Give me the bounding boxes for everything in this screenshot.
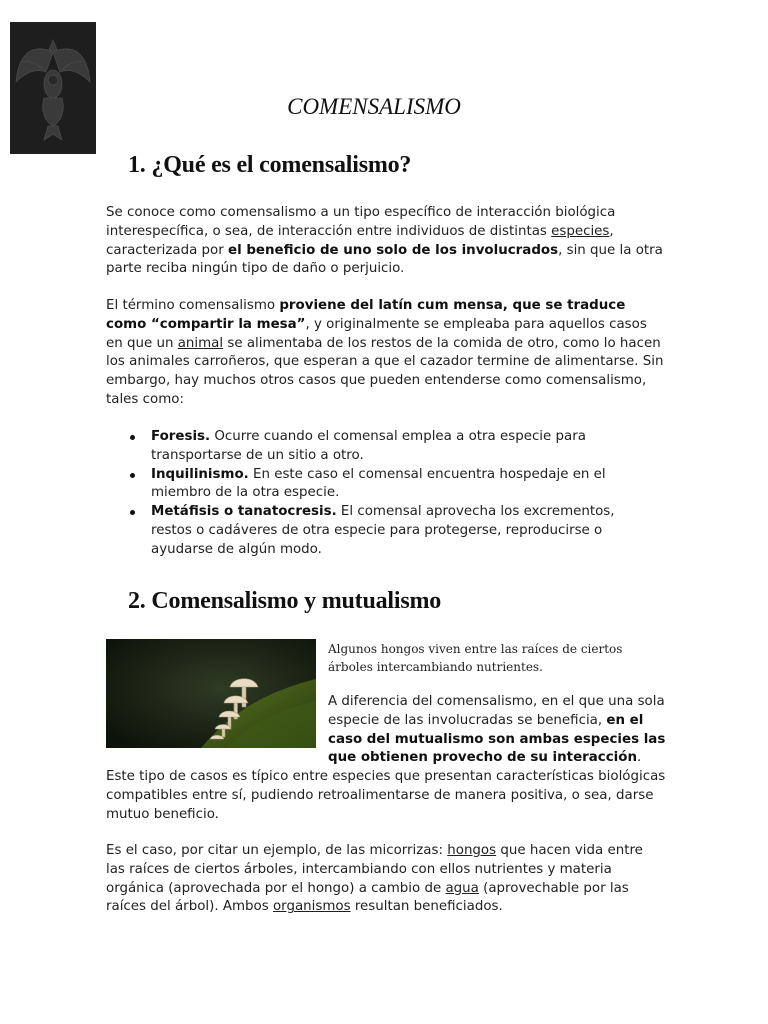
bold-text: proviene del latín cum mensa, que se traduce como “compartir la mesa” bbox=[106, 298, 626, 332]
text: El término comensalismo bbox=[106, 298, 280, 313]
section-2-heading: 2. Comensalismo y mutualismo bbox=[128, 588, 442, 614]
section-2-paragraph-1 bbox=[106, 693, 666, 825]
text: que hacen vida entre las raíces de ciertos árboles, intercambiando con ellos nutrientes y materia orgánica (aprovechada por el hongo) a cambio de bbox=[106, 843, 643, 896]
text: Se conoce como comensalismo a un tipo específico de interacción biológica interespecífica, o sea, de interacción entre individuos de distintas bbox=[106, 205, 616, 239]
list-text: Ocurre cuando el comensal emplea a otra especie para transportarse de un sitio a otro. bbox=[151, 429, 586, 463]
text: , y originalmente se empleaba para aquellos casos en que un bbox=[106, 316, 647, 351]
page-title: COMENSALISMO bbox=[287, 94, 461, 119]
animal-link[interactable]: animal bbox=[177, 335, 224, 351]
image-spacer bbox=[106, 693, 328, 768]
bullet-icon bbox=[130, 435, 135, 440]
organismos-link[interactable]: organismos bbox=[272, 899, 351, 915]
list-text: En este caso el comensal encuentra hospedaje en el miembro de la otra especie. bbox=[151, 466, 606, 501]
bold-text: el beneficio de uno solo de los involucrados bbox=[228, 242, 559, 258]
section-1-heading: 1. ¿Qué es el comensalismo? bbox=[128, 152, 412, 178]
dark-eagle-crest-icon bbox=[10, 22, 96, 154]
text: (aprovechable por las raíces del árbol). Ambos bbox=[106, 880, 629, 915]
list-item bbox=[128, 503, 648, 559]
bullet-icon bbox=[130, 473, 135, 478]
text: se alimentaba de los restos de la comida de otro, como lo hacen los animales carroñeros, que esperan a que el cazador termine de alimentarse. Sin embargo, hay muchos otros casos que pueden entenderse como comensalismo, tales como: bbox=[106, 335, 664, 407]
especies-link[interactable]: especies bbox=[551, 223, 610, 239]
text: . Este tipo de casos es típico entre especies que presentan características biológicas compatibles entre sí, pudiendo retroalimentarse de manera positiva, o sea, darse mutuo beneficio. bbox=[106, 750, 666, 822]
bullet-icon bbox=[130, 510, 135, 515]
agua-link[interactable]: agua bbox=[445, 880, 479, 896]
list-item bbox=[128, 428, 648, 466]
list-item bbox=[128, 466, 648, 504]
text: A diferencia del comensalismo, en el que una sola especie de las involucradas se beneficia, bbox=[328, 694, 665, 728]
image-caption: Algunos hongos viven entre las raíces de ciertos árboles intercambiando nutrientes. bbox=[328, 642, 623, 674]
list-text: El comensal aprovecha los excrementos, restos o cadáveres de otra especie para protegerse, reproducirse o ayudarse de algún modo. bbox=[151, 504, 615, 557]
text: Es el caso, por citar un ejemplo, de las micorrizas: bbox=[106, 843, 448, 858]
text: resultan beneficiados. bbox=[350, 899, 503, 915]
text: , caracterizada por bbox=[106, 223, 614, 258]
section-1-paragraph-1 bbox=[106, 204, 666, 279]
commensalism-types-list bbox=[128, 428, 648, 560]
hongos-link[interactable]: hongos bbox=[447, 843, 497, 858]
section-2-paragraph-2 bbox=[106, 842, 666, 917]
list-term: Inquilinismo. bbox=[151, 466, 249, 482]
list-term: Foresis. bbox=[151, 429, 211, 444]
bold-text: en el caso del mutualismo son ambas especies las que obtienen provecho de su interacción bbox=[328, 712, 666, 766]
text: , sin que la otra parte reciba ningún tipo de daño o perjuicio. bbox=[106, 242, 663, 277]
list-term: Metáfisis o tanatocresis. bbox=[151, 504, 337, 520]
section-1-paragraph-2 bbox=[106, 297, 666, 410]
